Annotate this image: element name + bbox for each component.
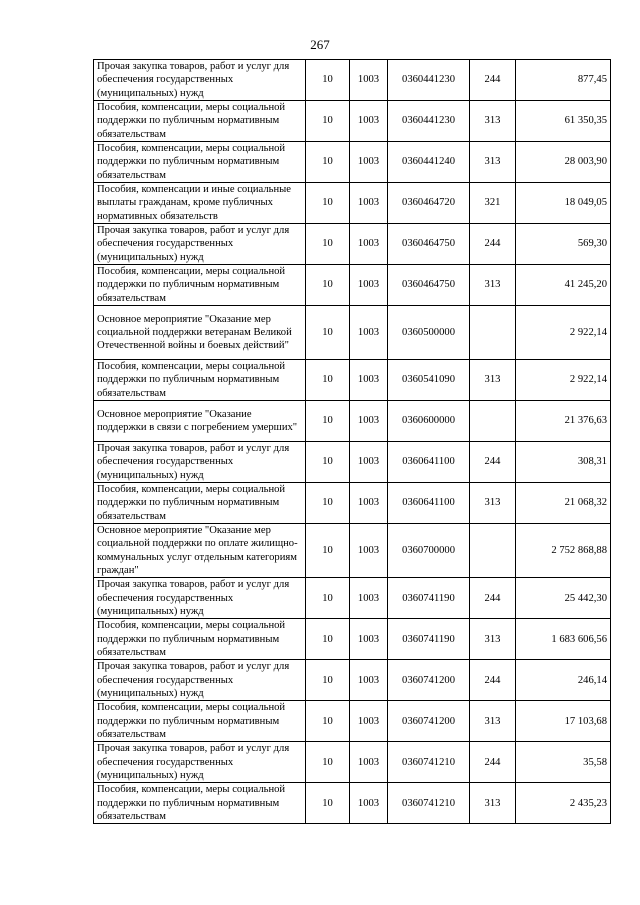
target-article-cell: 0360441240	[388, 142, 470, 183]
target-article-cell: 0360641100	[388, 483, 470, 524]
amount-cell: 2 435,23	[516, 783, 611, 824]
section-code-cell: 10	[306, 619, 350, 660]
expense-type-cell: 244	[470, 442, 516, 483]
amount-cell: 569,30	[516, 224, 611, 265]
table-row	[94, 524, 611, 578]
subsection-code-cell: 1003	[350, 660, 388, 701]
target-article-cell: 0360441230	[388, 101, 470, 142]
target-article-cell: 0360641100	[388, 442, 470, 483]
amount-cell: 25 442,30	[516, 578, 611, 619]
subsection-code-cell: 1003	[350, 142, 388, 183]
target-article-cell: 0360464750	[388, 265, 470, 306]
expense-type-cell: 321	[470, 183, 516, 224]
table-row	[94, 783, 611, 824]
expense-type-cell: 244	[470, 578, 516, 619]
expense-type-cell: 244	[470, 742, 516, 783]
budget-table-body	[94, 60, 611, 824]
table-row	[94, 578, 611, 619]
expense-type-cell: 313	[470, 701, 516, 742]
section-code-cell: 10	[306, 783, 350, 824]
amount-cell: 1 683 606,56	[516, 619, 611, 660]
target-article-cell: 0360600000	[388, 401, 470, 442]
expense-type-cell: 313	[470, 265, 516, 306]
target-article-cell: 0360700000	[388, 524, 470, 578]
row-name-cell: Основное мероприятие "Оказание мер социальной поддержки ветеранам Великой Отечественной войны и боевых действий"	[94, 306, 306, 360]
section-code-cell: 10	[306, 524, 350, 578]
amount-cell: 35,58	[516, 742, 611, 783]
table-row	[94, 60, 611, 101]
page-number: 267	[310, 37, 330, 52]
row-name-cell: Пособия, компенсации и иные социальные выплаты гражданам, кроме публичных нормативных обязательств	[94, 183, 306, 224]
row-name-cell: Пособия, компенсации, меры социальной поддержки по публичным нормативным обязательствам	[94, 360, 306, 401]
row-name-cell: Пособия, компенсации, меры социальной поддержки по публичным нормативным обязательствам	[94, 619, 306, 660]
subsection-code-cell: 1003	[350, 619, 388, 660]
expense-type-cell: 313	[470, 101, 516, 142]
table-row	[94, 183, 611, 224]
subsection-code-cell: 1003	[350, 265, 388, 306]
target-article-cell: 0360741200	[388, 660, 470, 701]
subsection-code-cell: 1003	[350, 483, 388, 524]
amount-cell: 877,45	[516, 60, 611, 101]
table-row	[94, 701, 611, 742]
target-article-cell: 0360741210	[388, 742, 470, 783]
section-code-cell: 10	[306, 306, 350, 360]
row-name-cell: Пособия, компенсации, меры социальной поддержки по публичным нормативным обязательствам	[94, 265, 306, 306]
expense-type-cell	[470, 306, 516, 360]
section-code-cell: 10	[306, 60, 350, 101]
section-code-cell: 10	[306, 442, 350, 483]
amount-cell: 17 103,68	[516, 701, 611, 742]
target-article-cell: 0360464750	[388, 224, 470, 265]
row-name-cell: Прочая закупка товаров, работ и услуг для обеспечения государственных (муниципальных) нужд	[94, 224, 306, 265]
amount-cell: 308,31	[516, 442, 611, 483]
subsection-code-cell: 1003	[350, 101, 388, 142]
table-row	[94, 401, 611, 442]
table-row	[94, 101, 611, 142]
section-code-cell: 10	[306, 660, 350, 701]
row-name-cell: Пособия, компенсации, меры социальной поддержки по публичным нормативным обязательствам	[94, 783, 306, 824]
subsection-code-cell: 1003	[350, 360, 388, 401]
target-article-cell: 0360464720	[388, 183, 470, 224]
row-name-cell: Пособия, компенсации, меры социальной поддержки по публичным нормативным обязательствам	[94, 701, 306, 742]
subsection-code-cell: 1003	[350, 60, 388, 101]
expense-type-cell	[470, 401, 516, 442]
section-code-cell: 10	[306, 401, 350, 442]
table-row	[94, 142, 611, 183]
target-article-cell: 0360441230	[388, 60, 470, 101]
target-article-cell: 0360741190	[388, 619, 470, 660]
target-article-cell: 0360741200	[388, 701, 470, 742]
expense-type-cell: 313	[470, 619, 516, 660]
subsection-code-cell: 1003	[350, 742, 388, 783]
amount-cell: 2 922,14	[516, 306, 611, 360]
amount-cell: 18 049,05	[516, 183, 611, 224]
table-row	[94, 619, 611, 660]
section-code-cell: 10	[306, 224, 350, 265]
target-article-cell: 0360541090	[388, 360, 470, 401]
expense-type-cell: 244	[470, 60, 516, 101]
amount-cell: 246,14	[516, 660, 611, 701]
table-row	[94, 265, 611, 306]
subsection-code-cell: 1003	[350, 701, 388, 742]
row-name-cell: Пособия, компенсации, меры социальной поддержки по публичным нормативным обязательствам	[94, 101, 306, 142]
subsection-code-cell: 1003	[350, 183, 388, 224]
row-name-cell: Основное мероприятие "Оказание поддержки в связи с погребением умерших"	[94, 401, 306, 442]
subsection-code-cell: 1003	[350, 306, 388, 360]
subsection-code-cell: 1003	[350, 224, 388, 265]
row-name-cell: Прочая закупка товаров, работ и услуг для обеспечения государственных (муниципальных) нужд	[94, 742, 306, 783]
table-row	[94, 360, 611, 401]
expense-type-cell: 244	[470, 660, 516, 701]
row-name-cell: Пособия, компенсации, меры социальной поддержки по публичным нормативным обязательствам	[94, 142, 306, 183]
amount-cell: 28 003,90	[516, 142, 611, 183]
expense-type-cell: 313	[470, 360, 516, 401]
table-row	[94, 742, 611, 783]
row-name-cell: Прочая закупка товаров, работ и услуг для обеспечения государственных (муниципальных) нужд	[94, 660, 306, 701]
expense-type-cell	[470, 524, 516, 578]
section-code-cell: 10	[306, 142, 350, 183]
row-name-cell: Прочая закупка товаров, работ и услуг для обеспечения государственных (муниципальных) нужд	[94, 442, 306, 483]
subsection-code-cell: 1003	[350, 578, 388, 619]
table-row	[94, 224, 611, 265]
expense-type-cell: 313	[470, 483, 516, 524]
table-row	[94, 442, 611, 483]
section-code-cell: 10	[306, 265, 350, 306]
subsection-code-cell: 1003	[350, 442, 388, 483]
expense-type-cell: 313	[470, 142, 516, 183]
table-row	[94, 483, 611, 524]
target-article-cell: 0360500000	[388, 306, 470, 360]
budget-table	[93, 59, 611, 824]
section-code-cell: 10	[306, 360, 350, 401]
subsection-code-cell: 1003	[350, 524, 388, 578]
amount-cell: 2 752 868,88	[516, 524, 611, 578]
row-name-cell: Прочая закупка товаров, работ и услуг для обеспечения государственных (муниципальных) нужд	[94, 60, 306, 101]
table-row	[94, 306, 611, 360]
row-name-cell: Основное мероприятие "Оказание мер социальной поддержки по оплате жилищно-коммунальных услуг отдельным категориям граждан"	[94, 524, 306, 578]
amount-cell: 61 350,35	[516, 101, 611, 142]
amount-cell: 2 922,14	[516, 360, 611, 401]
amount-cell: 21 068,32	[516, 483, 611, 524]
section-code-cell: 10	[306, 183, 350, 224]
section-code-cell: 10	[306, 742, 350, 783]
amount-cell: 41 245,20	[516, 265, 611, 306]
expense-type-cell: 313	[470, 783, 516, 824]
subsection-code-cell: 1003	[350, 783, 388, 824]
section-code-cell: 10	[306, 701, 350, 742]
target-article-cell: 0360741190	[388, 578, 470, 619]
amount-cell: 21 376,63	[516, 401, 611, 442]
expense-type-cell: 244	[470, 224, 516, 265]
row-name-cell: Пособия, компенсации, меры социальной поддержки по публичным нормативным обязательствам	[94, 483, 306, 524]
section-code-cell: 10	[306, 101, 350, 142]
subsection-code-cell: 1003	[350, 401, 388, 442]
section-code-cell: 10	[306, 578, 350, 619]
row-name-cell: Прочая закупка товаров, работ и услуг для обеспечения государственных (муниципальных) нужд	[94, 578, 306, 619]
table-row	[94, 660, 611, 701]
section-code-cell: 10	[306, 483, 350, 524]
target-article-cell: 0360741210	[388, 783, 470, 824]
